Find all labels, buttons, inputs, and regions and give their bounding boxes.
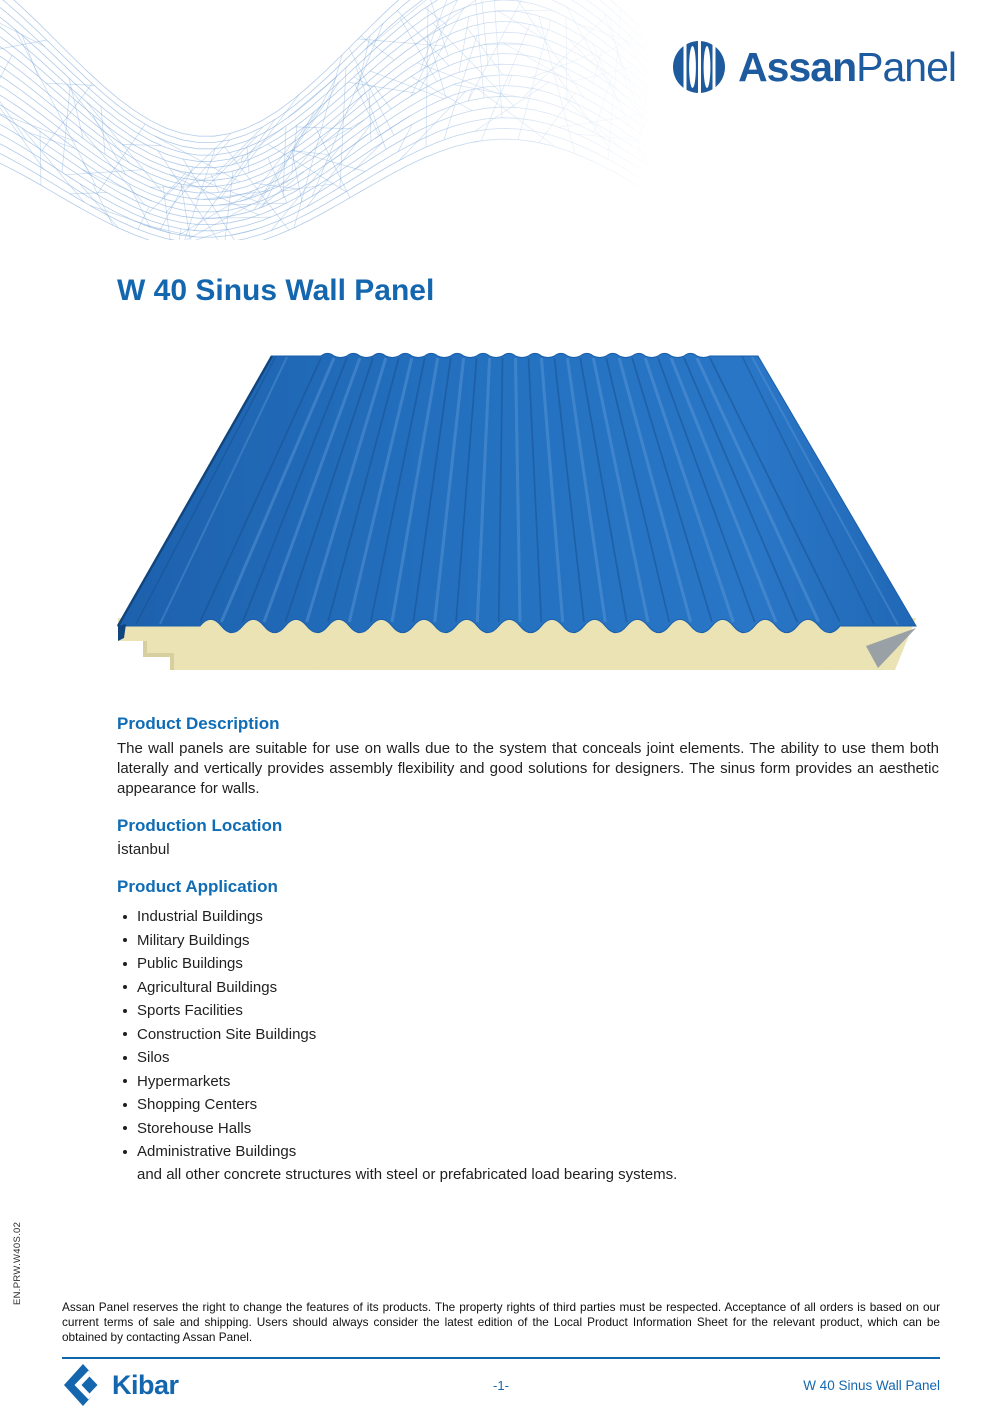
list-item-label: Hypermarkets [137, 1072, 231, 1090]
list-item-label: Shopping Centers [137, 1096, 258, 1113]
list-item [117, 1046, 939, 1070]
location-heading: Production Location [117, 816, 283, 835]
list-item [117, 1070, 939, 1094]
kibar-logo-text: Kibar [112, 1369, 179, 1400]
assanpanel-logo [672, 40, 956, 94]
list-item-label: Military Buildings [137, 931, 250, 949]
list-item [117, 929, 939, 953]
list-item-label: Silos [137, 1049, 170, 1066]
description-heading: Product Description [117, 714, 280, 733]
sinus-panel-image [110, 348, 922, 688]
page-number: -1- [493, 1377, 509, 1393]
list-item-label: Construction Site Buildings [137, 1025, 317, 1043]
list-item [117, 1093, 939, 1117]
bullet-dot [123, 1079, 127, 1083]
application-heading: Product Application [117, 877, 278, 896]
bullet-dot [123, 938, 127, 942]
list-item [117, 1023, 939, 1047]
assanpanel-logo-text [738, 43, 956, 90]
bullet-dot [123, 1126, 127, 1130]
list-item-label: Agricultural Buildings [137, 978, 278, 996]
section-product-application [117, 877, 939, 1183]
page-title: W 40 Sinus Wall Panel [117, 274, 435, 307]
list-item-label: Industrial Buildings [137, 908, 263, 925]
footer-divider [62, 1357, 940, 1359]
footer-product-name: W 40 Sinus Wall Panel [803, 1377, 940, 1393]
document-code: EN.PRW.W40S.02 [12, 1221, 23, 1305]
list-item [117, 952, 939, 976]
list-item-label: Public Buildings [137, 955, 243, 972]
list-item-label: Administrative Buildings [137, 1143, 297, 1160]
section-production-location [117, 816, 939, 858]
bullet-dot [123, 1032, 127, 1036]
location-value: İstanbul [117, 841, 170, 858]
bullet-dot [123, 1150, 127, 1154]
bullet-dot [123, 985, 127, 989]
bullet-dot [123, 1009, 127, 1013]
list-item [117, 1117, 939, 1141]
logo-text-bold: Assan [738, 43, 857, 90]
bullet-dot [123, 1103, 127, 1107]
list-item [117, 905, 939, 929]
footer-bar [62, 1362, 940, 1408]
list-item [117, 999, 939, 1023]
panel-illustration [110, 348, 922, 688]
list-item-label: Storehouse Halls [137, 1119, 252, 1137]
application-list [117, 905, 939, 1164]
kibar-logo [62, 1362, 179, 1408]
list-item-label: Sports Facilities [137, 1002, 243, 1019]
bullet-dot [123, 1056, 127, 1060]
wireframe-wave-decoration [0, 0, 660, 240]
kibar-logo-icon [62, 1362, 104, 1408]
list-item [117, 1140, 939, 1164]
section-product-description [117, 714, 939, 799]
application-note: and all other concrete structures with steel or prefabricated load bearing systems. [137, 1165, 678, 1183]
assanpanel-logo-icon [672, 40, 726, 94]
description-body: The wall panels are suitable for use on walls due to the system that conceals joint elements. The ability to use them both laterally and vertically provides assembly flexibility and good solutions for designers. The sinus form provides an aesthetic appearance for walls. [117, 740, 939, 797]
bullet-dot [123, 962, 127, 966]
list-item [117, 976, 939, 1000]
legal-disclaimer: Assan Panel reserves the right to change the features of its products. The property rights of third parties must be respected. Acceptance of all orders is based on our current terms of sale and shipping. Users should always consider the latest edition of the Local Product Information Sheet for the relevant product, which can be obtained by contacting Assan Panel. [62, 1300, 940, 1344]
bullet-dot [123, 915, 127, 919]
logo-text-light: Panel [856, 43, 956, 90]
